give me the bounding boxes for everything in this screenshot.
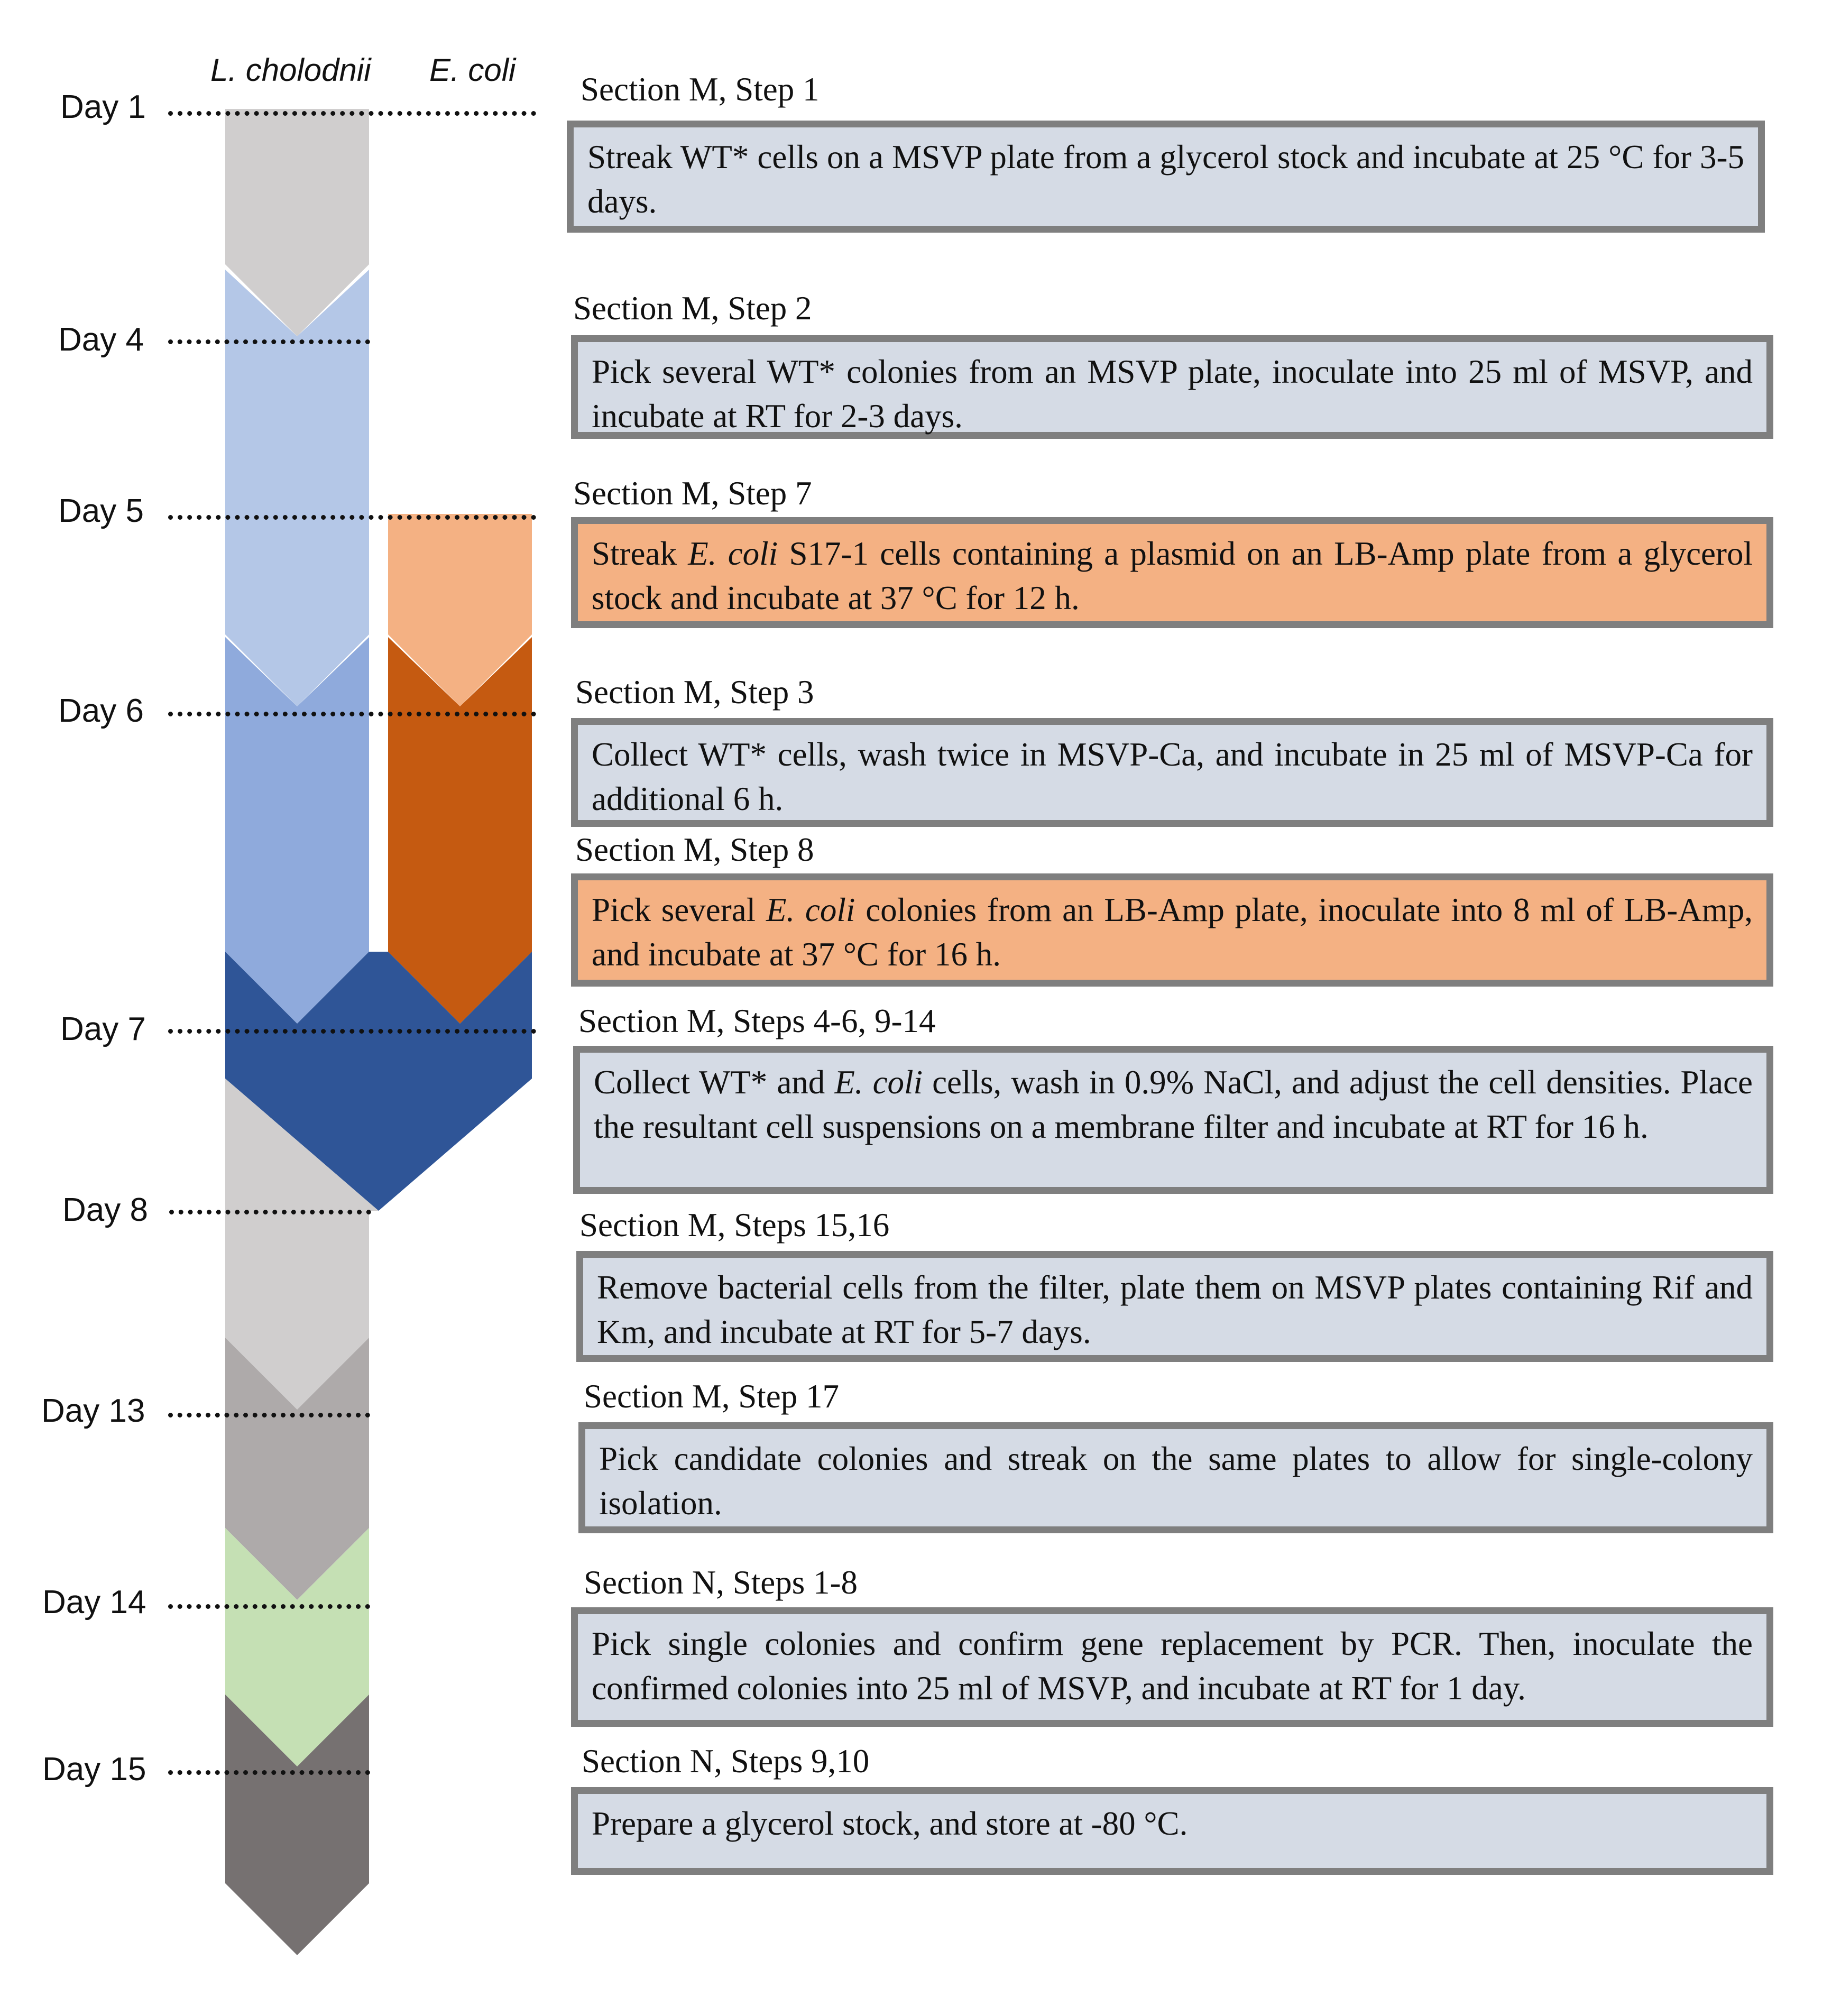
step-box-m8 [571,873,1773,987]
step-title-m2: Section M, Step 2 [573,290,812,327]
step-text-m8-b: colonies from an LB-Amp plate, inoculate into 8 ml of LB-Amp, and incubate at 37 °C for 16 h. [592,891,1753,973]
day-line-4 [168,339,370,344]
step-text-m4-14-b: cells, wash in 0.9% NaCl, and adjust the cell densities. Place the resultant cell suspensions on a membrane filter and incubate at RT for 16 h. [594,1064,1753,1145]
step-title-m3: Section M, Step 3 [575,674,814,711]
day-label-7: Day 7 [60,1011,146,1047]
step-text-m4-14-a: Collect WT* and [594,1064,835,1101]
step-text-m3: Collect WT* cells, wash twice in MSVP-Ca, and incubate in 25 ml of MSVP-Ca for additional 6 h. [592,736,1753,817]
step-title-n9-10: Section N, Steps 9,10 [582,1743,870,1780]
day-line-13 [168,1413,370,1417]
step-text-m4-14-species: E. coli [834,1064,923,1101]
step-title-m1: Section M, Step 1 [581,71,820,108]
step-text-m1: Streak WT* cells on a MSVP plate from a glycerol stock and incubate at 25 °C for 3-5 days. [587,139,1744,220]
step-title-m17: Section M, Step 17 [584,1378,839,1415]
day-label-8: Day 8 [62,1192,148,1228]
step-title-m7: Section M, Step 7 [573,475,812,512]
day-label-14: Day 14 [42,1584,146,1621]
day-label-5: Day 5 [58,493,144,529]
step-box-m1 [567,121,1765,233]
day-label-4: Day 4 [58,321,144,358]
day-line-14 [168,1604,370,1609]
step-box-m15-16 [576,1251,1773,1362]
day-line-7 [168,1029,536,1034]
step-box-m17 [578,1422,1773,1533]
day-line-1 [168,111,536,116]
day-label-6: Day 6 [58,693,144,729]
step-box-n9-10 [571,1787,1773,1875]
step-title-m15-16: Section M, Steps 15,16 [579,1207,890,1244]
step-box-m3 [571,718,1773,827]
day-line-8 [169,1210,371,1214]
step-box-m4-14 [573,1046,1773,1194]
day-label-15: Day 15 [42,1751,146,1788]
column-header-l-cholodnii: L. cholodnii [210,52,371,88]
step-box-m2 [571,335,1773,439]
step-text-m7-species: E. coli [688,535,778,572]
step-text-n9-10: Prepare a glycerol stock, and store at -80 °C. [592,1805,1188,1842]
step-box-n1-8 [571,1607,1773,1727]
day-label-1: Day 1 [60,89,146,125]
step-text-m8-a: Pick several [592,891,766,928]
step-text-m7-a: Streak [592,535,688,572]
step-text-n1-8: Pick single colonies and confirm gene replacement by PCR. Then, inoculate the confirmed colonies into 25 ml of MSVP, and incubate at RT for 1 day. [592,1625,1753,1707]
step-text-m2: Pick several WT* colonies from an MSVP plate, inoculate into 25 ml of MSVP, and incubate at RT for 2-3 days. [592,353,1753,435]
step-title-m8: Section M, Step 8 [575,831,814,868]
step-text-m8-species: E. coli [766,891,855,928]
step-text-m7-b: S17-1 cells containing a plasmid on an LB-Amp plate from a glycerol stock and incubate at 37 °C for 12 h. [592,535,1753,616]
step-title-m4-14: Section M, Steps 4-6, 9-14 [578,1002,936,1039]
step-box-m7 [571,517,1773,628]
step-text-m15-16: Remove bacterial cells from the filter, plate them on MSVP plates containing Rif and Km, and incubate at RT for 5-7 days. [597,1269,1753,1350]
step-title-n1-8: Section N, Steps 1-8 [584,1564,858,1601]
day-line-5 [168,515,536,520]
day-line-6 [168,712,536,716]
column-header-e-coli: E. coli [429,52,516,88]
day-label-13: Day 13 [41,1393,145,1429]
day-line-15 [168,1770,370,1775]
step-text-m17: Pick candidate colonies and streak on the same plates to allow for single-colony isolation. [599,1440,1753,1522]
